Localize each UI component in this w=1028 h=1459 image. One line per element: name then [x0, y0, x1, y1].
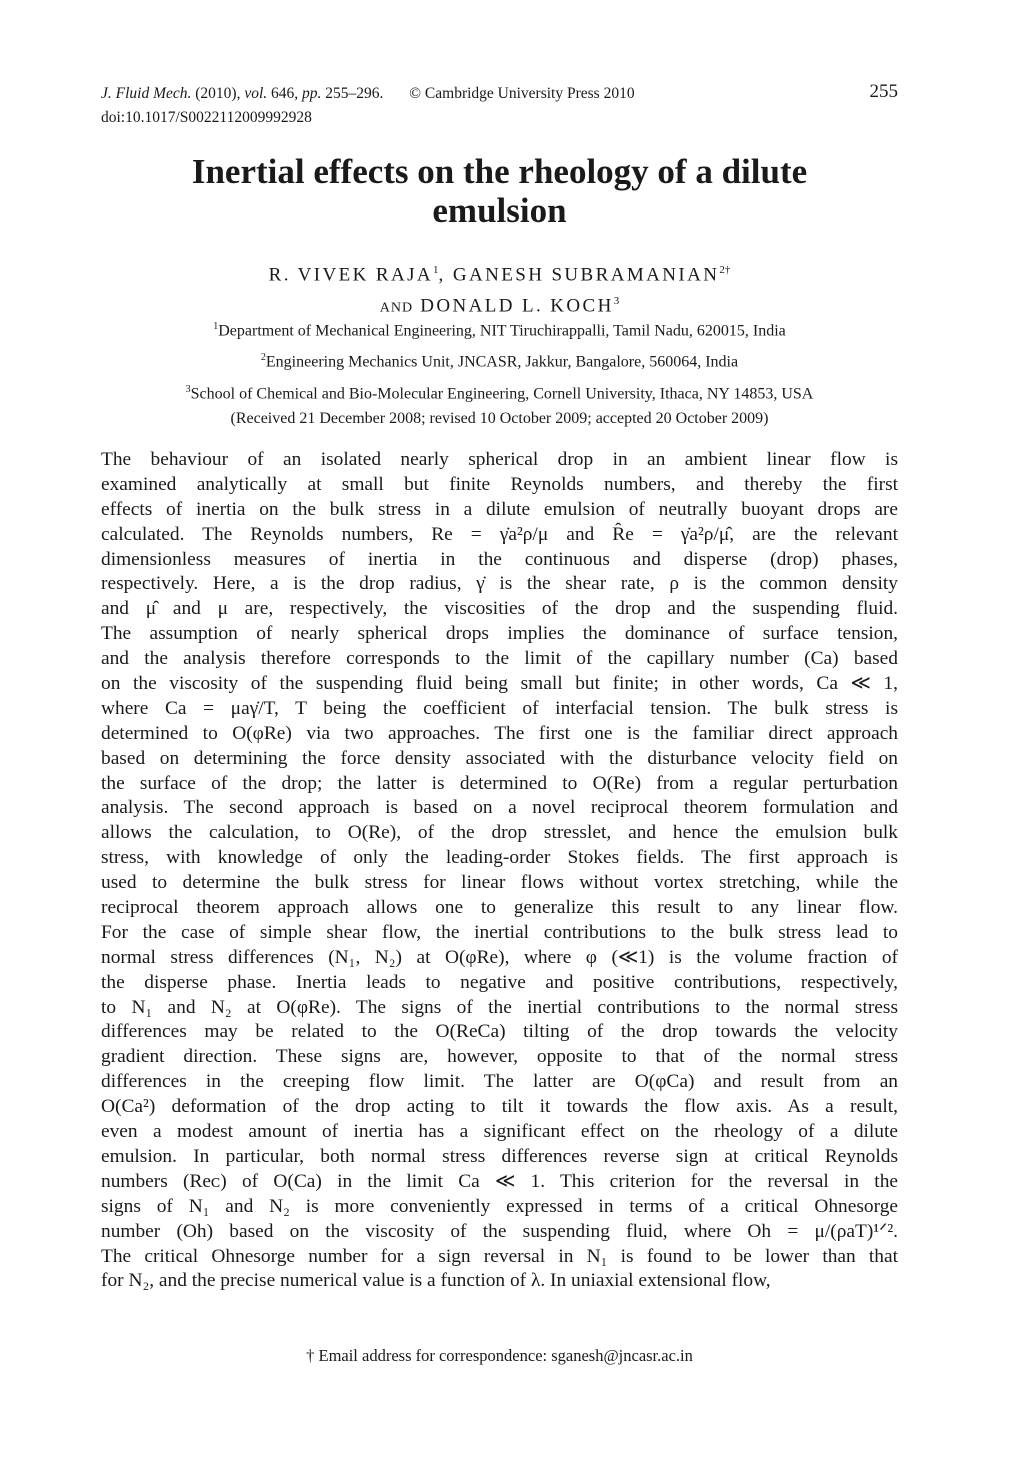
affiliations — [101, 313, 898, 407]
page-number: 255 — [869, 81, 898, 102]
author-name: R. VIVEK RAJA — [268, 264, 434, 286]
affiliation-text: Engineering Mechanics Unit, JNCASR, Jakkur, Bangalore, 560064, India — [265, 353, 739, 371]
affiliation — [101, 376, 898, 407]
pages-label: pp. — [302, 85, 322, 102]
author-affil-mark: 2† — [719, 264, 731, 276]
abstract-line: O(Ca²) deformation of the drop acting to tilt it towards the flow axis. As a result, — [101, 1096, 898, 1118]
affiliation — [101, 344, 898, 375]
page-range: 255–296. — [325, 85, 384, 102]
received-dates: (Received 21 December 2008; revised 10 October 2009; accepted 20 October 2009) — [230, 410, 769, 427]
abstract-line: reciprocal theorem approach allows one to generalize this result to any linear flow. — [101, 897, 898, 919]
abstract-line: used to determine the bulk stress for linear flows without vortex stretching, while the — [101, 872, 898, 894]
abstract-line: the surface of the drop; the latter is determined to O(Re) from a regular perturbation — [101, 772, 898, 794]
abstract-line: normal stress differences (N₁, N₂) at O(φRe), where φ (≪1) is the volume fraction of — [101, 946, 898, 968]
title-line-2: emulsion — [432, 191, 567, 230]
abstract-line: examined analytically at small but finite Reynolds numbers, and thereby the first — [101, 473, 898, 495]
abstract-line: for N₂, and the precise numerical value is a function of λ. In uniaxial extensional flow, — [101, 1270, 771, 1292]
abstract-line: and μ̂ and μ are, respectively, the viscosities of the drop and the suspending fluid. — [101, 598, 898, 620]
author-name: GANESH SUBRAMANIAN — [452, 264, 720, 286]
volume-label: vol. — [244, 85, 268, 102]
and-word: AND — [379, 300, 414, 316]
abstract-line: The behaviour of an isolated nearly spherical drop in an ambient linear flow is — [101, 449, 898, 470]
author-affil-mark: 1 — [433, 264, 439, 276]
abstract-line: based on determining the force density associated with the disturbance velocity field on — [101, 747, 898, 769]
paper-title — [101, 152, 898, 230]
affiliation-mark: 1 — [213, 321, 219, 332]
abstract-line: signs of N₁ and N₂ is more conveniently expressed in terms of a critical Ohnesorge — [101, 1195, 898, 1217]
abstract — [101, 448, 898, 1294]
abstract-line: emulsion. In particular, both normal stress differences reverse sign at critical Reynolds — [101, 1145, 898, 1167]
author-name: DONALD L. KOCH — [420, 295, 614, 317]
abstract-line: respectively. Here, a is the drop radius, γ̇ is the shear rate, ρ is the common density — [101, 573, 898, 595]
abstract-line: the disperse phase. Inertia leads to negative and positive contributions, respectively, — [101, 971, 898, 993]
journal-year: (2010), — [195, 85, 241, 102]
abstract-line: determined to O(φRe) via two approaches. The first one is the familiar direct approach — [101, 722, 898, 744]
abstract-line: The critical Ohnesorge number for a sign reversal in N₁ is found to be lower than that — [101, 1245, 898, 1267]
author-list — [101, 257, 898, 322]
abstract-line: number (Oh) based on the viscosity of the suspending fluid, where Oh = μ/(ρaT)¹ᐟ². — [101, 1220, 898, 1242]
affiliation-text: School of Chemical and Bio-Molecular Engineering, Cornell University, Ithaca, NY 14853, USA — [190, 384, 814, 402]
abstract-line: The assumption of nearly spherical drops implies the dominance of surface tension, — [101, 623, 898, 645]
author-affil-mark: 3 — [613, 295, 620, 308]
running-header — [101, 82, 898, 130]
abstract-line: numbers (Reᴄ) of O(Ca) in the limit Ca ≪ 1. This criterion for the reversal in the — [101, 1170, 898, 1192]
title-line-1: Inertial effects on the rheology of a dilute — [191, 152, 808, 191]
abstract-line: stress, with knowledge of only the leading-order Stokes fields. The first approach is — [101, 847, 898, 869]
volume-number: 646, — [271, 85, 299, 102]
citation-line — [101, 82, 898, 106]
abstract-line: differences in the creeping flow limit. The latter are O(φCa) and result from an — [101, 1071, 898, 1093]
abstract-line: to N₁ and N₂ at O(φRe). The signs of the inertial contributions to the normal stress — [101, 996, 898, 1018]
abstract-line: gradient direction. These signs are, however, opposite to that of the normal stress — [101, 1046, 898, 1068]
correspondence-footnote: † Email address for correspondence: sganesh@jncasr.ac.in — [306, 1346, 693, 1365]
abstract-line: For the case of simple shear flow, the inertial contributions to the bulk stress lead to — [101, 921, 898, 943]
affiliation-text: Department of Mechanical Engineering, NIT Tiruchirappalli, Tamil Nadu, 620015, India — [218, 322, 786, 340]
abstract-line: differences may be related to the O(ReCa) tilting of the drop towards the velocity — [101, 1021, 898, 1043]
abstract-line: even a modest amount of inertia has a significant effect on the rheology of a dilute — [101, 1121, 898, 1143]
affiliation — [101, 313, 898, 344]
abstract-line: and the analysis therefore corresponds to the limit of the capillary number (Ca) based — [101, 648, 898, 670]
copyright-notice: © Cambridge University Press 2010 — [409, 85, 635, 102]
abstract-line: effects of inertia on the bulk stress in a dilute emulsion of neutrally buoyant drops are — [101, 498, 898, 520]
journal-name: J. Fluid Mech. — [101, 85, 192, 102]
abstract-line: on the viscosity of the suspending fluid being small but finite; in other words, Ca ≪ 1, — [101, 673, 898, 695]
abstract-line: where Ca = μaγ̇/T, T being the coefficient of interfacial tension. The bulk stress is — [101, 697, 898, 719]
abstract-line: calculated. The Reynolds numbers, Re = γ̇a²ρ/μ and R̂e = γ̇a²ρ/μ̂, are the relevant — [101, 523, 898, 545]
affiliation-mark: 2 — [260, 352, 266, 364]
doi: doi:10.1017/S0022112009992928 — [101, 109, 312, 126]
abstract-line: analysis. The second approach is based on a novel reciprocal theorem formulation and — [101, 797, 898, 819]
abstract-line: allows the calculation, to O(Re), of the drop stresslet, and hence the emulsion bulk — [101, 822, 898, 844]
authors-line-1: R. VIVEK RAJA$^1$, GANESH $SUBRAMANIAN^{2\dagger}$ — [268, 264, 731, 286]
affiliation-mark: 3 — [185, 383, 191, 395]
abstract-line: dimensionless measures of inertia in the continuous and disperse (drop) phases, — [101, 548, 898, 570]
